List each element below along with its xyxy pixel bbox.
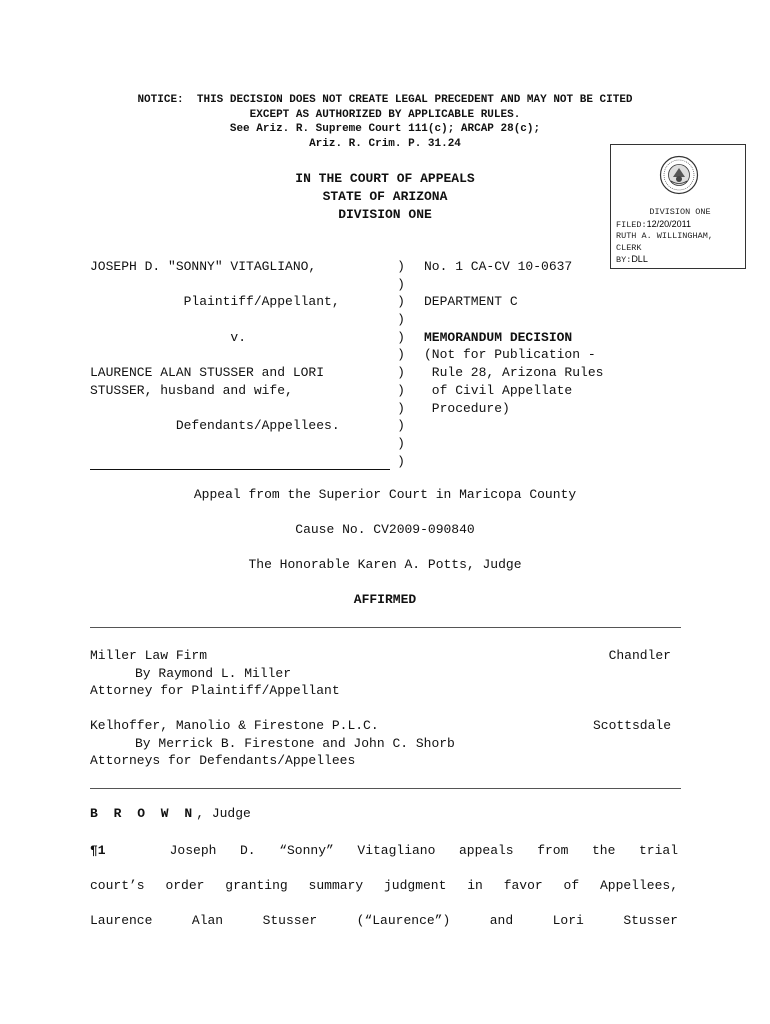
attorney-names: By Merrick B. Firestone and John C. Shorb xyxy=(135,735,455,751)
stamp-by: BY:DLL xyxy=(616,254,648,265)
word: Lori xyxy=(552,913,584,928)
notice-line: Ariz. R. Crim. P. 31.24 xyxy=(309,137,461,150)
filing-stamp xyxy=(610,144,746,269)
attorney-role: Attorney for Plaintiff/Appellant xyxy=(90,683,340,698)
word: Laurence xyxy=(90,913,153,928)
counsel-block xyxy=(90,647,671,700)
defendants-role: Defendants/Appellees. xyxy=(90,418,340,434)
appeal-from: Appeal from the Superior Court in Maricopa County xyxy=(193,487,577,502)
paragraph-mark: ¶1 xyxy=(90,843,106,858)
notice-line: EXCEPT AS AUTHORIZED BY APPLICABLE RULES. xyxy=(249,108,521,121)
defendants-names: LAURENCE ALAN STUSSER and LORI xyxy=(90,365,325,381)
plaintiff-role: Plaintiff/Appellant, xyxy=(90,294,340,310)
notice-line: See Ariz. R. Supreme Court 111(c); ARCAP 28(c); xyxy=(229,123,541,135)
firm-name: Kelhoffer, Manolio & Firestone P.L.C. xyxy=(90,718,379,733)
paragraph-text: Joseph D. “Sonny” Vitagliano appeals from the trial xyxy=(169,843,678,858)
case-number: No. 1 CA-CV 10-0637 xyxy=(424,259,573,274)
word: Alan xyxy=(191,913,224,928)
word: Stusser xyxy=(623,913,678,928)
word: (“Laurence”) xyxy=(356,913,451,928)
caption-row: LAURENCE ALAN STUSSER and LORI ) Rule 28, Arizona Rules xyxy=(90,365,604,381)
cause-number: Cause No. CV2009-090840 xyxy=(295,522,475,537)
court-name: IN THE COURT OF APPEALS xyxy=(295,171,475,186)
stamp-clerk-name: RUTH A. WILLINGHAM, xyxy=(616,231,713,241)
attorney-role: Attorneys for Defendants/Appellees xyxy=(90,753,356,768)
author-name: B R O W N xyxy=(90,806,197,821)
paragraph-line: court’s order granting summary judgment in favor of Appellees, xyxy=(90,878,678,893)
caption-row: v. ) MEMORANDUM DECISION xyxy=(90,329,573,345)
department: DEPARTMENT C xyxy=(424,294,518,310)
notice-line: NOTICE: THIS DECISION DOES NOT CREATE LEGAL PRECEDENT AND MAY NOT BE CITED xyxy=(137,94,633,106)
versus: v. xyxy=(90,329,247,345)
opinion-author xyxy=(90,806,251,821)
firm-city: Chandler xyxy=(608,648,671,663)
court-state: STATE OF ARIZONA xyxy=(322,189,448,204)
caption-row: ) xyxy=(397,435,405,451)
author-title: , Judge xyxy=(196,806,251,821)
firm-name: Miller Law Firm xyxy=(90,648,208,663)
court-division: DIVISION ONE xyxy=(338,207,432,222)
publication-notice xyxy=(90,93,680,151)
stamp-division: DIVISION ONE xyxy=(649,207,711,217)
divider xyxy=(90,788,681,789)
paragraph-line xyxy=(90,842,678,860)
caption-row: ) xyxy=(397,276,405,292)
caption-row: ) xyxy=(397,312,405,328)
word: Stusser xyxy=(262,913,318,928)
caption-row: ) xyxy=(90,453,603,471)
divider xyxy=(90,627,681,628)
decision-type: MEMORANDUM DECISION xyxy=(424,329,573,345)
stamp-filed: FILED:12/20/2011 xyxy=(616,218,691,230)
by-initials: DLL xyxy=(631,254,648,264)
attorney-names: By Raymond L. Miller xyxy=(135,665,292,681)
counsel-block xyxy=(90,717,671,770)
disposition: AFFIRMED xyxy=(353,592,417,607)
trial-judge: The Honorable Karen A. Potts, Judge xyxy=(248,557,522,572)
firm-city: Scottsdale xyxy=(592,718,671,733)
caption-row: ) Procedure) xyxy=(397,400,510,416)
caption-row: ) (Not for Publication - xyxy=(397,347,596,363)
filed-date: 12/20/2011 xyxy=(646,218,691,229)
court-header xyxy=(240,170,530,224)
caption-row: Plaintiff/Appellant, ) DEPARTMENT C xyxy=(90,294,518,310)
word: and xyxy=(489,913,514,928)
case-caption xyxy=(90,258,603,470)
caption-underline xyxy=(90,453,390,471)
stamp-text xyxy=(616,207,744,267)
caption-row: STUSSER, husband and wife, ) of Civil Appellate xyxy=(90,382,573,398)
paragraph-line xyxy=(90,912,678,930)
caption-row: JOSEPH D. "SONNY" VITAGLIANO, ) No. 1 CA-CV 10-0637 xyxy=(90,259,573,274)
stamp-clerk-title: CLERK xyxy=(616,242,642,253)
caption-row: Defendants/Appellees. ) xyxy=(90,418,405,434)
court-seal-icon xyxy=(659,155,699,195)
